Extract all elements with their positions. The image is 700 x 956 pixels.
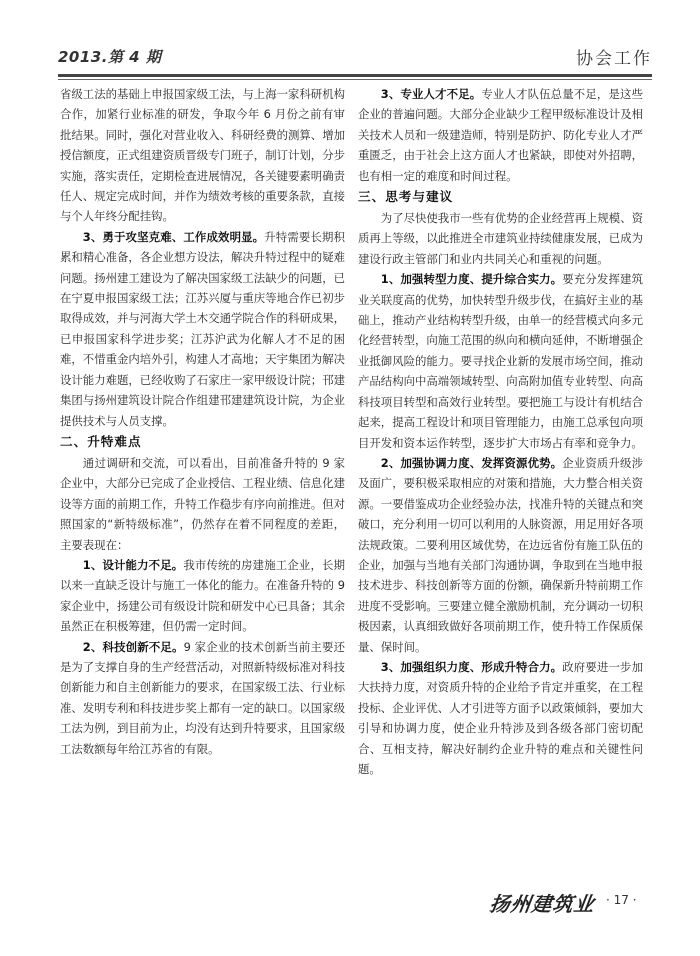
- paragraph-text: 政府要进一步加大扶持力度，对资质升特的企业给予肯定并重奖，在工程投标、企业评优、人才引进等方面予以政策倾斜，要加大引导和协调力度，使企业升特涉及到各级各部门密切配合、互相支持，解决好制约企业升特的难点和关键性问题。: [358, 659, 643, 776]
- paragraph-text: 为了尽快使我市一些有优势的企业经营再上规模、资质再上等级，以此推进全市建筑业持续健康发展，已成为建设行政主管部门和业内共同关心和重视的问题。: [358, 211, 643, 266]
- paragraph-text: 要充分发挥建筑业关联度高的优势，加快转型升级步伐，在搞好主业的基础上，推动产业结构转型升级，由单一的经营模式向多元化经营转型，向施工范围的纵向和横向延伸，不断增强企业抵御风险的能力。要寻找企业新的发展市场空间，推动产品结构向中高端领域转型、向高附加值专业转型、向高科技项目转型和高效行业转型。要把施工与设计有机结合起来，提高工程设计和项目管理能力，由施工总承包向项目开发和资本运作转型，逐步扩大市场占有率和竞争力。: [358, 272, 643, 450]
- paragraph-lead: 3、勇于攻坚克难、工作成效明显。: [82, 229, 265, 244]
- paragraph-text: 我市传统的房建施工企业，长期以来一直缺乏设计与施工一体化的能力。在准备升特的 9 家企业中，扬建公司有级设计院和研发中心已具备；其余虽然正在积极筹建，但仍需一定时间。: [60, 557, 345, 634]
- paragraph-text: 升特需要长期积累和精心准备，各企业想方设法，解决升特过程中的疑难问题。扬州建工建设为了解决国家级工法缺少的问题，已在宁夏申报国家级工法；江苏兴厦与重庆等地合作已初步取得成效，并与河海大学土木交通学院合作的科研成果，已申报国家科学进步奖；江苏沪武为化解人才不足的困难，不惜重金内培外引，构建人才高地；天宇集团为解决设计能力难题，已经收购了石家庄一家甲级设计院；邗建集团与扬州建筑设计院合作组建邗建建筑设计院，为企业提供技术与人员支撑。: [60, 229, 345, 428]
- page-header: [58, 44, 652, 74]
- paragraph: [358, 269, 643, 453]
- right-column: [358, 84, 643, 779]
- paragraph: [358, 84, 643, 186]
- paragraph: [60, 84, 345, 227]
- paragraph-lead: 2、加强协调力度、发挥资源优势。: [380, 455, 563, 470]
- paragraph-lead: 1、加强转型力度、提升综合实力。: [380, 272, 563, 287]
- header-rule-thin: [58, 79, 652, 80]
- section-heading: 二、升特难点: [60, 433, 142, 449]
- paragraph-text: 9 家企业的技术创新当前主要还是为了支撑自身的生产经营活动，对照新特级标准对科技创新能力和自主创新能力的要求，在国家级工法、行业标准、发明专利和科技进步奖上都有一定的缺口。以国家级工法为例，到目前为止，均没有达到升特要求，且国家级工法数额每年给江苏省的有限。: [60, 639, 345, 756]
- page-number: · 17 ·: [606, 893, 637, 907]
- header-rule-thick: [58, 74, 652, 77]
- left-column: [60, 84, 345, 759]
- paragraph: [60, 227, 345, 431]
- paragraph: [358, 453, 643, 657]
- page-footer: [490, 888, 660, 918]
- paragraph-lead: 2、科技创新不足。: [82, 639, 184, 654]
- paragraph: [358, 208, 643, 269]
- paragraph-lead: 1、设计能力不足。: [82, 557, 184, 572]
- publication-logo: 扬州建筑业: [488, 892, 597, 916]
- paragraph-lead: 3、加强组织力度、形成升特合力。: [380, 659, 563, 674]
- issue-label: 2013.第 4 期: [58, 48, 162, 66]
- paragraph: [60, 637, 345, 759]
- paragraph: [358, 657, 643, 779]
- paragraph-lead: 3、专业人才不足。: [380, 87, 482, 101]
- section-title: 协会工作: [576, 49, 652, 69]
- section-heading: 三、思考与建议: [358, 189, 454, 205]
- paragraph: [60, 555, 345, 637]
- paragraph-text: 企业资质升级涉及面广，要积极采取相应的对策和措施，大力整合相关资源。一要借鉴成功企业经验办法，找准升特的关键点和突破口，充分利用一切可以利用的人脉资源，用足用好各项法规政策。二要利用区域优势，在边远省份有施工队伍的企业，加强与当地有关部门沟通协调，争取到在当地申报技术进步、科技创新等方面的份额，确保新升特前期工作进度不受影响。三要建立健全激励机制，充分调动一切积极因素，认真细致做好各项前期工作，使升特工作保质保量、保时间。: [358, 455, 643, 654]
- paragraph-text: 通过调研和交流，可以看出，目前准备升特的 9 家企业中，大部分已完成了企业授信、工程业绩、信息化建设等方面的前期工作，升特工作稳步有序向前推进。但对照国家的“新特级标准”，仍然存在着不同程度的差距，主要表现在：: [60, 455, 345, 552]
- paragraph-text: 省级工法的基础上申报国家级工法，与上海一家科研机构合作，加紧行业标准的研发，争取今年 6 月份之前有审批结果。同时，强化对营业收入、科研经费的测算、增加授信额度，正式组建资质晋级专门班子，制订计划，分步实施，落实责任，定期检查进展情况，各关键要素明确责任人、规定完成时间，并作为绩效考核的重要条款，直接与个人年终分配挂钩。: [60, 87, 345, 224]
- paragraph-text: 专业人才队伍总量不足，是这些企业的普遍问题。大部分企业缺少工程甲级标准设计及相关技术人员和一级建造师，特别是防护、防化专业人才严重匮乏，由于社会上这方面人才也紧缺，即使对外招聘，也有相一定的难度和时间过程。: [358, 87, 643, 183]
- paragraph: [60, 453, 345, 555]
